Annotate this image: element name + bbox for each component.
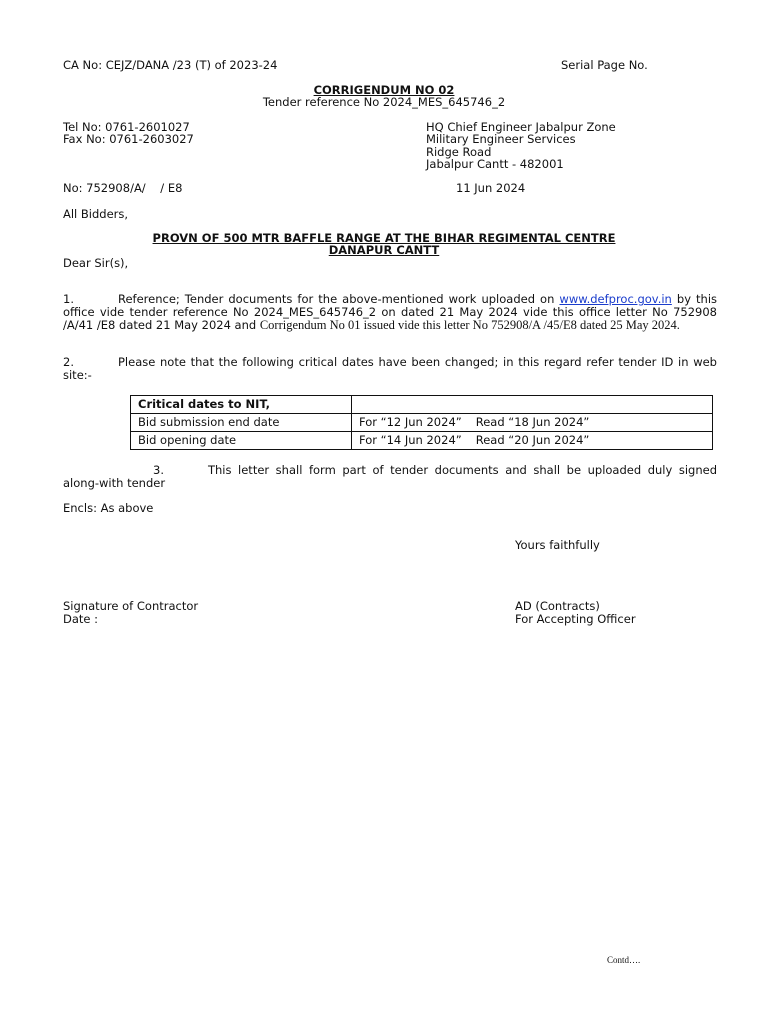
paragraph-2-number: 2. xyxy=(63,355,74,369)
table-header-row xyxy=(131,396,713,414)
subject-line-2: DANAPUR CANTT xyxy=(328,243,440,257)
table-cell-read: Read “20 Jun 2024” xyxy=(475,433,590,447)
paragraph-3-text: This letter shall form part of tender documents and shall be uploaded duly signed along-with tender xyxy=(63,463,717,490)
signatory-designation: AD (Contracts) xyxy=(515,599,600,613)
address-line-2: Military Engineer Services xyxy=(426,132,576,146)
contractor-signature-label: Signature of Contractor xyxy=(63,599,199,613)
table-cell-label: Bid submission end date xyxy=(131,414,352,432)
address-line-3: Ridge Road xyxy=(426,145,492,159)
paragraph-1-text-c: Corrigendum No 01 issued vide this letter No 752908/A /45/E8 dated 25 May 2024. xyxy=(259,318,680,332)
paragraph-1-text-b: by this office vide tender reference No 2024_MES_645746_2 on dated 21 May 2024 vide this office letter No 752908 /A/41 /E8 dated 21 May 2024 and xyxy=(63,292,718,332)
tel-number: Tel No: 0761-2601027 xyxy=(63,120,190,134)
paragraph-2 xyxy=(63,356,717,382)
table-header-cell: Critical dates to NIT, xyxy=(131,396,352,414)
table-row xyxy=(131,432,713,450)
date-label: Date : xyxy=(63,612,99,626)
paragraph-3-number: 3. xyxy=(153,463,164,477)
salutation: Dear Sir(s), xyxy=(63,256,129,270)
table-cell-dates xyxy=(352,432,713,450)
letter-number: No: 752908/A/ / E8 xyxy=(63,181,183,195)
fax-number: Fax No: 0761-2603027 xyxy=(63,132,194,146)
table-cell-read: Read “18 Jun 2024” xyxy=(475,415,590,429)
serial-page-label: Serial Page No. xyxy=(561,58,648,72)
paragraph-1-text-a: Reference; Tender documents for the above-mentioned work uploaded on xyxy=(117,292,555,306)
table-cell-dates xyxy=(352,414,713,432)
tender-reference: Tender reference No 2024_MES_645746_2 xyxy=(262,95,506,109)
address-line-4: Jabalpur Cantt - 482001 xyxy=(426,157,564,171)
table-cell-label: Bid opening date xyxy=(131,432,352,450)
table-cell-for: For “12 Jun 2024” xyxy=(359,415,462,429)
ca-number: CA No: CEJZ/DANA /23 (T) of 2023-24 xyxy=(63,58,278,72)
paragraph-3 xyxy=(63,464,717,490)
paragraph-1-number: 1. xyxy=(63,292,74,306)
enclosures: Encls: As above xyxy=(63,501,154,515)
paragraph-2-text: Please note that the following critical dates have been changed; in this regard refer tender ID in web site:- xyxy=(63,355,717,382)
accepting-officer-label: For Accepting Officer xyxy=(515,612,636,626)
addressee: All Bidders, xyxy=(63,207,129,221)
letter-date: 11 Jun 2024 xyxy=(456,181,526,195)
corrigendum-title: CORRIGENDUM NO 02 xyxy=(313,83,455,97)
paragraph-1 xyxy=(63,293,717,332)
subject-line-1: PROVN OF 500 MTR BAFFLE RANGE AT THE BIHAR REGIMENTAL CENTRE xyxy=(152,231,616,245)
table-row xyxy=(131,414,713,432)
closing-line: Yours faithfully xyxy=(515,538,600,552)
address-line-1: HQ Chief Engineer Jabalpur Zone xyxy=(426,120,616,134)
defproc-link[interactable]: www.defproc.gov.in xyxy=(559,292,672,306)
table-header-empty-cell xyxy=(352,396,713,414)
table-cell-for: For “14 Jun 2024” xyxy=(359,433,462,447)
continued-marker: Contd…. xyxy=(607,955,641,965)
critical-dates-table xyxy=(130,395,713,450)
